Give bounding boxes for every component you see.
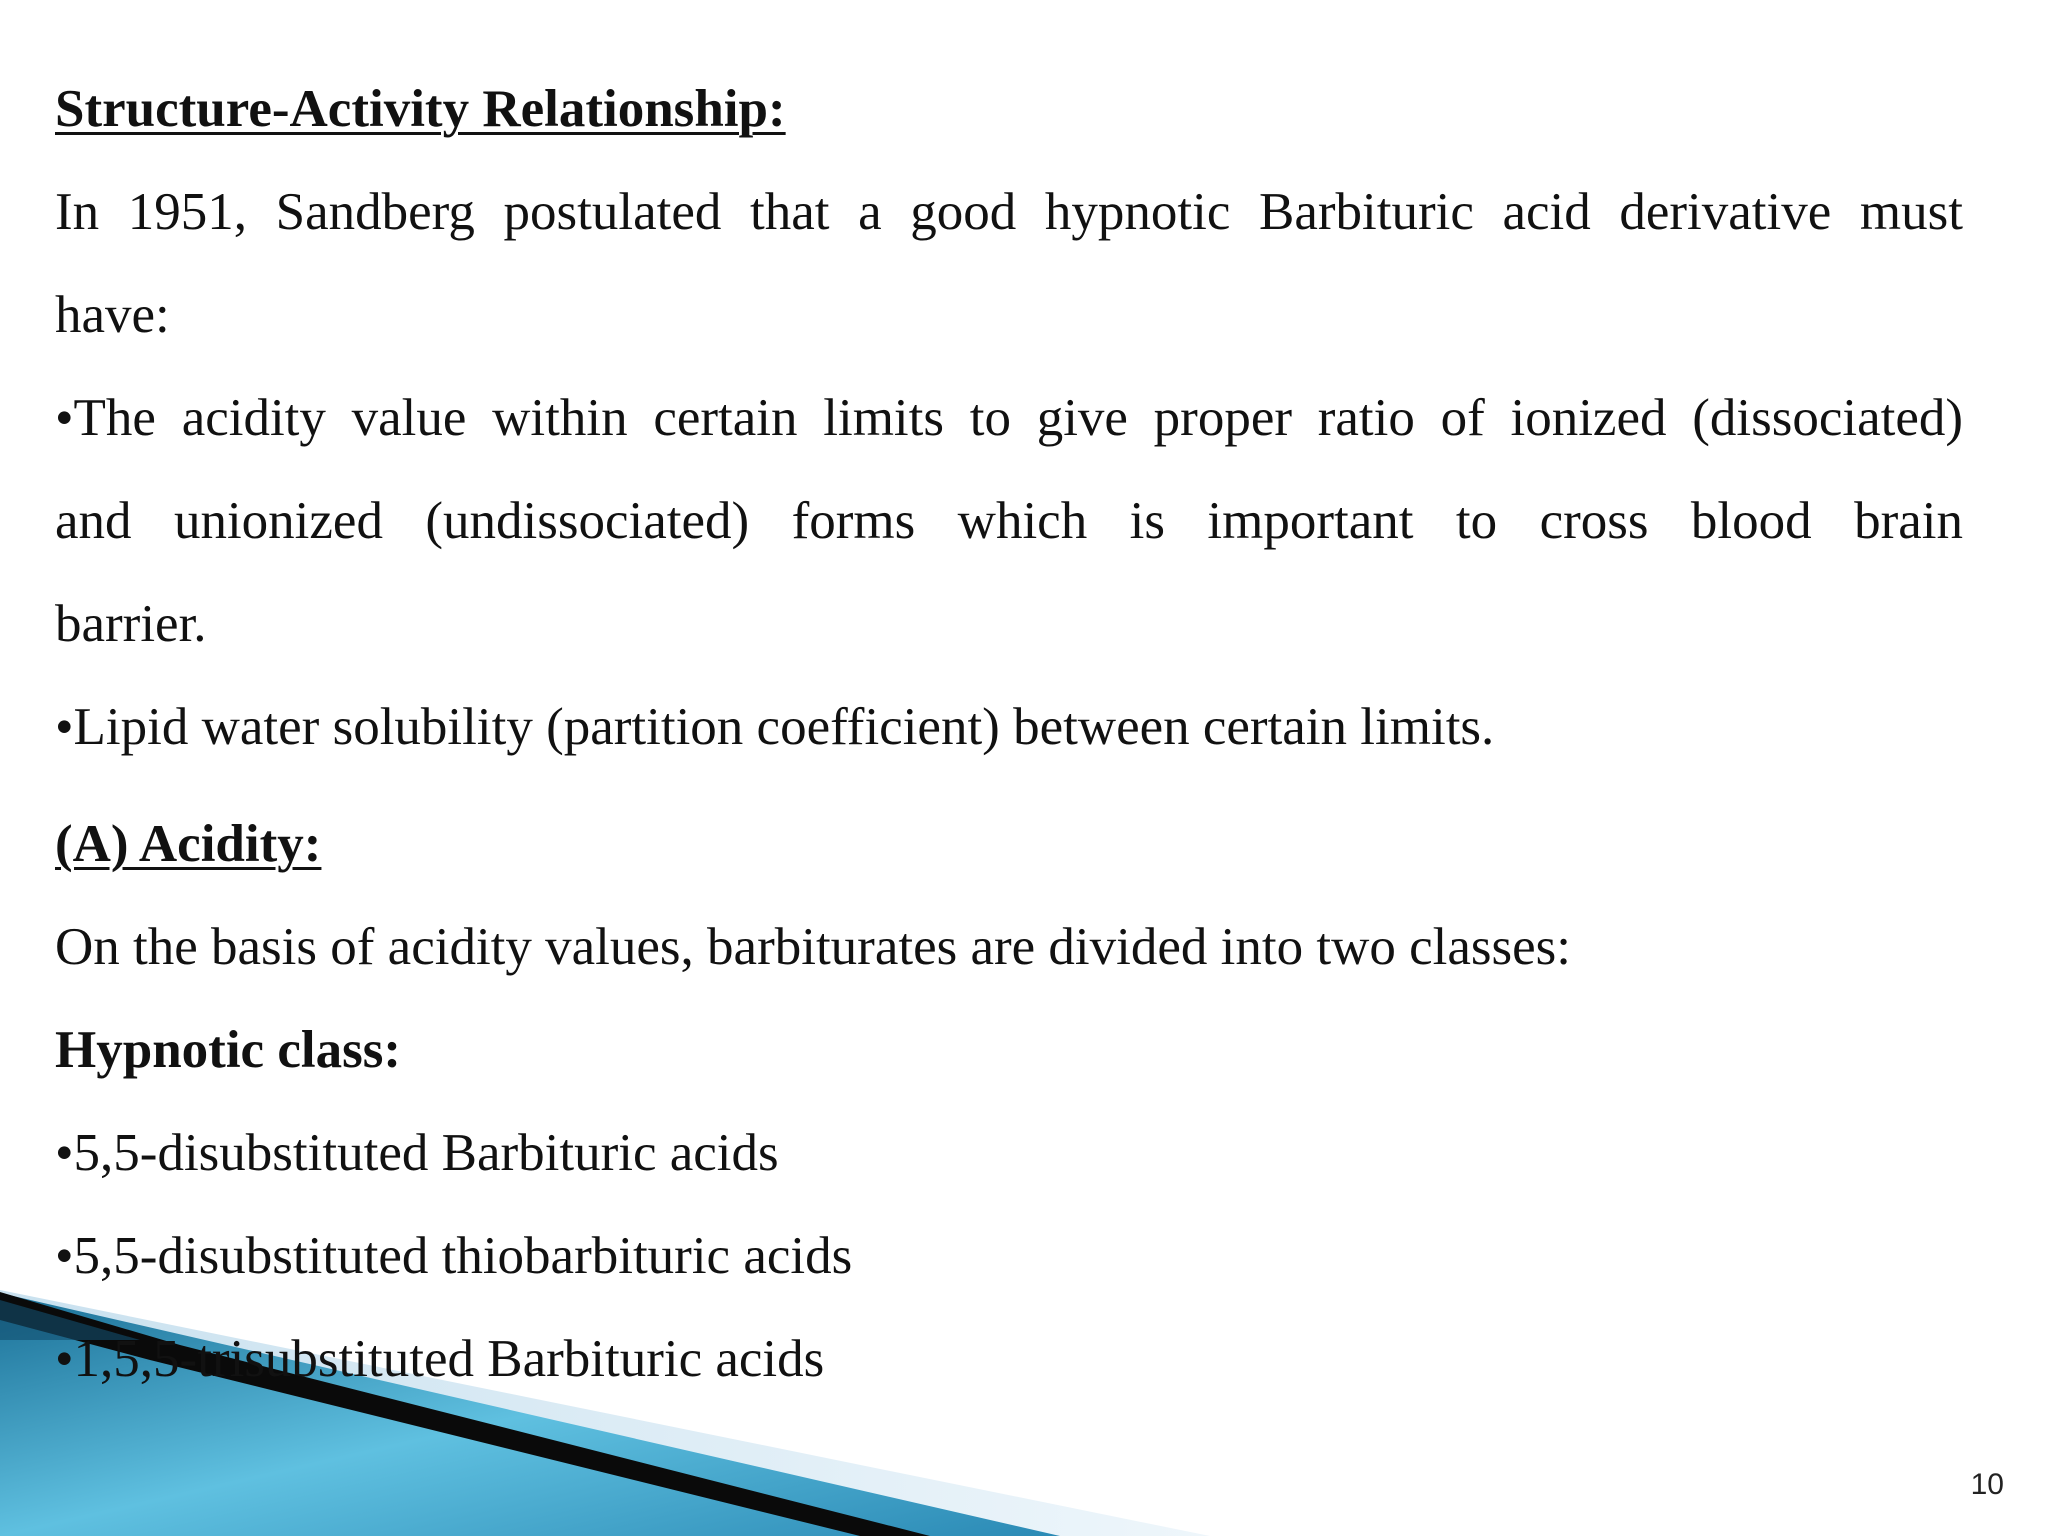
bullet-1-line-2: and unionized (undissociated) forms which is important to cross blood brain (55, 492, 1963, 550)
class-heading: Hypnotic class: (55, 1021, 401, 1079)
section-heading: (A) Acidity: (55, 815, 322, 873)
bullet-1-line-1: •The acidity value within certain limits to give proper ratio of ionized (dissociated) (55, 389, 1963, 447)
page-number: 10 (1970, 1468, 2004, 1501)
bullet-2: •Lipid water solubility (partition coefficient) between certain limits. (55, 698, 1495, 756)
slide-content (55, 58, 1963, 1411)
intro-line-2: have: (55, 286, 170, 344)
class-item-3: •1,5,5-trisubstituted Barbituric acids (55, 1330, 825, 1388)
class-item-2: •5,5-disubstituted thiobarbituric acids (55, 1227, 853, 1285)
class-item-1: •5,5-disubstituted Barbituric acids (55, 1124, 779, 1182)
bullet-1-line-3: barrier. (55, 595, 207, 653)
section-text: On the basis of acidity values, barbiturates are divided into two classes: (55, 918, 1571, 976)
intro-line-1: In 1951, Sandberg postulated that a good hypnotic Barbituric acid derivative must (55, 183, 1963, 241)
section-gap (55, 779, 1963, 793)
slide-heading: Structure-Activity Relationship: (55, 80, 786, 138)
